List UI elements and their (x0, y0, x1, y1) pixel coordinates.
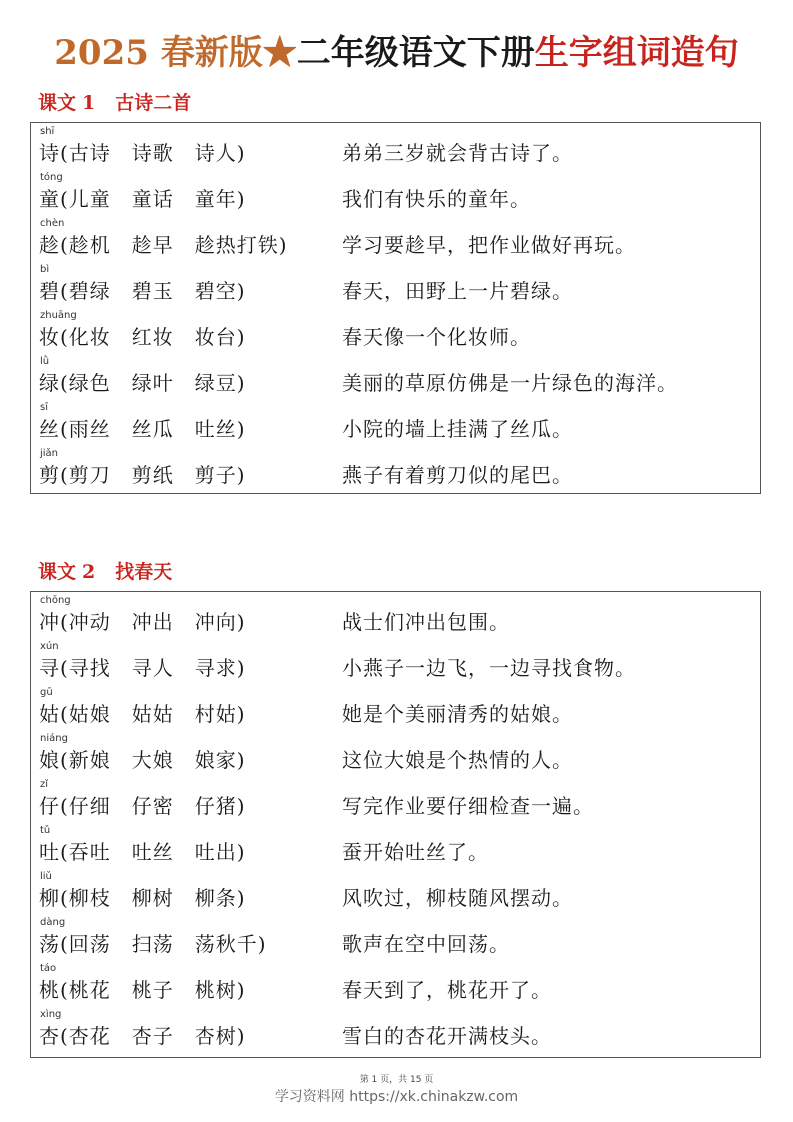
word-entry (31, 825, 760, 871)
lesson-2-heading (38, 559, 172, 585)
pinyin: bì (40, 264, 50, 275)
pinyin: sī (40, 402, 48, 413)
character-words: 柳(柳枝 柳树 柳条) (39, 886, 246, 910)
character-words: 吐(吞吐 吐丝 吐出) (39, 840, 246, 864)
title-topic: 生字组词造句 (534, 33, 739, 73)
character-words: 荡(回荡 扫荡 荡秋千) (39, 932, 267, 956)
lesson-label: 课文 (38, 561, 77, 583)
word-entry (31, 595, 760, 641)
example-sentence: 我们有快乐的童年。 (342, 187, 531, 211)
example-sentence: 这位大娘是个热情的人。 (342, 748, 573, 772)
pinyin: chèn (40, 218, 65, 229)
page-footer (0, 1070, 793, 1106)
lesson-2-word-table (30, 591, 761, 1058)
word-entry (31, 687, 760, 733)
example-sentence: 春天像一个化妆师。 (342, 325, 531, 349)
character-words: 娘(新娘 大娘 娘家) (39, 748, 246, 772)
pinyin: shī (40, 126, 55, 137)
character-words: 绿(绿色 绿叶 绿豆) (39, 371, 246, 395)
word-entry (31, 402, 760, 448)
pinyin: zǐ (40, 779, 49, 790)
pinyin: tǔ (40, 825, 51, 836)
word-entry (31, 1009, 760, 1055)
word-entry (31, 963, 760, 1009)
character-words: 趁(趁机 趁早 趁热打铁) (39, 233, 288, 257)
word-entry (31, 917, 760, 963)
lesson-1-heading (38, 90, 191, 116)
pinyin: xìng (40, 1009, 62, 1020)
title-subject: 二年级语文下册 (296, 33, 535, 73)
example-sentence: 写完作业要仔细检查一遍。 (342, 794, 594, 818)
pinyin: tóng (40, 172, 63, 183)
title-edition: 春新版 (160, 33, 263, 73)
lesson-number: 1 (82, 92, 96, 114)
word-entry (31, 356, 760, 402)
character-words: 寻(寻找 寻人 寻求) (39, 656, 246, 680)
word-entry (31, 871, 760, 917)
character-words: 妆(化妆 红妆 妆台) (39, 325, 246, 349)
example-sentence: 蚕开始吐丝了。 (342, 840, 489, 864)
word-entry (31, 641, 760, 687)
pinyin: dàng (40, 917, 66, 928)
word-entry (31, 779, 760, 825)
character-words: 碧(碧绿 碧玉 碧空) (39, 279, 246, 303)
character-words: 姑(姑娘 姑姑 村姑) (39, 702, 246, 726)
example-sentence: 歌声在空中回荡。 (342, 932, 510, 956)
character-words: 冲(冲动 冲出 冲向) (39, 610, 246, 634)
example-sentence: 学习要趁早，把作业做好再玩。 (342, 233, 636, 257)
lesson-label: 课文 (38, 92, 77, 114)
word-entry (31, 264, 760, 310)
word-entry (31, 218, 760, 264)
word-entry (31, 172, 760, 218)
word-entry (31, 448, 760, 494)
example-sentence: 她是个美丽清秀的姑娘。 (342, 702, 573, 726)
page-title (0, 30, 793, 76)
pinyin: xún (40, 641, 59, 652)
character-words: 杏(杏花 杏子 杏树) (39, 1024, 246, 1048)
star-icon: ★ (262, 33, 297, 73)
pinyin: zhuāng (40, 310, 77, 321)
example-sentence: 战士们冲出包围。 (342, 610, 510, 634)
lesson-number: 2 (82, 561, 96, 583)
example-sentence: 春天，田野上一片碧绿。 (342, 279, 573, 303)
character-words: 桃(桃花 桃子 桃树) (39, 978, 246, 1002)
character-words: 剪(剪刀 剪纸 剪子) (39, 463, 246, 487)
word-entry (31, 310, 760, 356)
word-entry (31, 733, 760, 779)
character-words: 仔(仔细 仔密 仔猪) (39, 794, 246, 818)
example-sentence: 小燕子一边飞，一边寻找食物。 (342, 656, 636, 680)
example-sentence: 风吹过，柳枝随风摆动。 (342, 886, 573, 910)
example-sentence: 弟弟三岁就会背古诗了。 (342, 141, 573, 165)
example-sentence: 燕子有着剪刀似的尾巴。 (342, 463, 573, 487)
character-words: 童(儿童 童话 童年) (39, 187, 246, 211)
example-sentence: 春天到了，桃花开了。 (342, 978, 552, 1002)
title-year: 2025 (54, 33, 149, 73)
example-sentence: 美丽的草原仿佛是一片绿色的海洋。 (342, 371, 678, 395)
example-sentence: 雪白的杏花开满枝头。 (342, 1024, 552, 1048)
pinyin: niáng (40, 733, 68, 744)
pinyin: chōng (40, 595, 71, 606)
word-entry (31, 126, 760, 172)
pinyin: liǔ (40, 871, 52, 882)
pinyin: lǜ (40, 356, 50, 367)
character-words: 诗(古诗 诗歌 诗人) (39, 141, 246, 165)
character-words: 丝(雨丝 丝瓜 吐丝) (39, 417, 246, 441)
lesson-1-word-table (30, 122, 761, 494)
page-number: 第 1 页，共 15 页 (359, 1075, 434, 1085)
pinyin: gū (40, 687, 53, 698)
pinyin: táo (40, 963, 57, 974)
pinyin: jiǎn (40, 448, 59, 459)
lesson-name: 古诗二首 (115, 92, 192, 114)
footer-watermark-link[interactable]: 学习资料网 https://xk.chinakzw.com (274, 1089, 519, 1105)
example-sentence: 小院的墙上挂满了丝瓜。 (342, 417, 573, 441)
lesson-name: 找春天 (115, 561, 173, 583)
